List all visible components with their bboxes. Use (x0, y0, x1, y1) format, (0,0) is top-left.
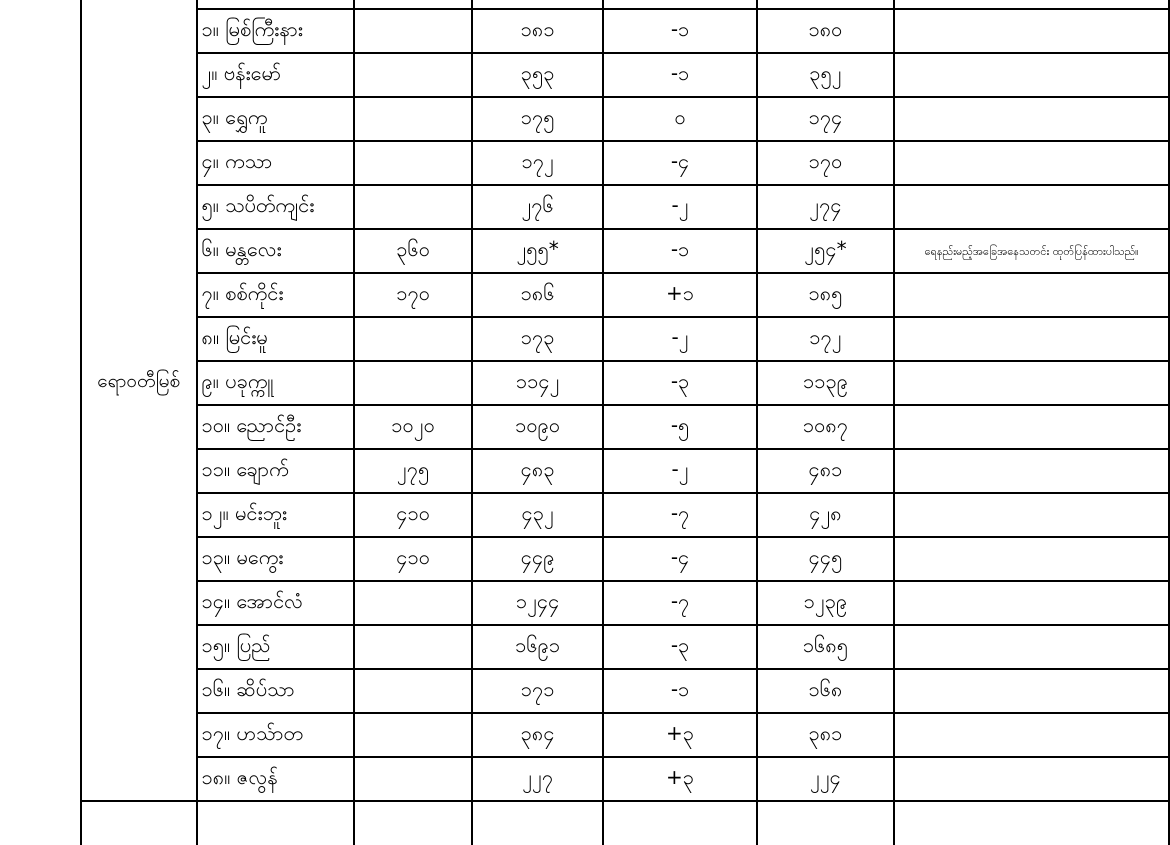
previous-level (472, 0, 604, 9)
station-name: ၉။ ပခုက္ကူ (197, 361, 355, 405)
current-level: ၁၂၃၉ (757, 581, 894, 625)
table-row (81, 669, 1169, 713)
current-level: ၂၅၄* (757, 229, 894, 273)
level-change: -၂ (603, 185, 756, 229)
previous-level: ၄၈၃ (472, 449, 604, 493)
previous-level: ၃၅၃ (472, 53, 604, 97)
level-change: ၀ (603, 97, 756, 141)
remark (894, 0, 1169, 9)
remark (894, 669, 1169, 713)
level-change: -၄ (603, 537, 756, 581)
table-row (81, 493, 1169, 537)
danger-level (354, 141, 472, 185)
previous-level: ၁၆၉၁ (472, 625, 604, 669)
current-level: ၂၂၄ (757, 757, 894, 801)
previous-level: ၄၃၂ (472, 493, 604, 537)
station-name: ၁၅။ ပြည် (197, 625, 355, 669)
danger-level (354, 669, 472, 713)
previous-level: ၁၇၃ (472, 317, 604, 361)
current-level: ၁၆၈၅ (757, 625, 894, 669)
current-level: ၃၈၁ (757, 713, 894, 757)
level-change: -၂ (603, 317, 756, 361)
current-level: ၁၆၈ (757, 669, 894, 713)
danger-level (354, 317, 472, 361)
table-row (81, 141, 1169, 185)
level-change: +၁ (603, 273, 756, 317)
station-name (197, 801, 355, 845)
table-row (81, 405, 1169, 449)
danger-level (354, 97, 472, 141)
remark (894, 273, 1169, 317)
previous-level (472, 801, 604, 845)
water-level-table (80, 0, 1170, 845)
danger-level (354, 757, 472, 801)
previous-level: ၁၀၉၀ (472, 405, 604, 449)
table-row (81, 317, 1169, 361)
remark (894, 581, 1169, 625)
level-change (603, 0, 756, 9)
remark (894, 625, 1169, 669)
level-change: -၅ (603, 405, 756, 449)
region-label: ရောဝတီမြစ် (81, 0, 197, 801)
remark (894, 801, 1169, 845)
station-name: ၅။ သပိတ်ကျင်း (197, 185, 355, 229)
table-row (81, 273, 1169, 317)
remark (894, 757, 1169, 801)
table-row (81, 537, 1169, 581)
table-row (81, 361, 1169, 405)
remark (894, 493, 1169, 537)
station-name: ၁၂။ မင်းဘူး (197, 493, 355, 537)
current-level: ၁၇၀ (757, 141, 894, 185)
current-level: ၂၇၄ (757, 185, 894, 229)
previous-level: ၃၈၄ (472, 713, 604, 757)
previous-level: ၁၈၆ (472, 273, 604, 317)
level-change: -၃ (603, 625, 756, 669)
station-name (197, 0, 355, 9)
table-row (81, 449, 1169, 493)
table-row (81, 9, 1169, 53)
station-name: ၃။ ရွှေကူ (197, 97, 355, 141)
table-row (81, 757, 1169, 801)
remark (894, 9, 1169, 53)
previous-level: ၂၇၆ (472, 185, 604, 229)
level-change: +၃ (603, 757, 756, 801)
remark (894, 317, 1169, 361)
level-change: -၁ (603, 9, 756, 53)
danger-level: ၁၇၀ (354, 273, 472, 317)
table-row (81, 185, 1169, 229)
danger-level: ၄၁၀ (354, 537, 472, 581)
station-name: ၁၄။ အောင်လံ (197, 581, 355, 625)
danger-level (354, 625, 472, 669)
current-level: ၄၄၅ (757, 537, 894, 581)
table-row (81, 53, 1169, 97)
level-change: -၁ (603, 229, 756, 273)
station-name: ၂။ ဗန်းမော် (197, 53, 355, 97)
previous-level: ၂၅၅* (472, 229, 604, 273)
current-level: ၁၈၀ (757, 9, 894, 53)
current-level: ၄၈၁ (757, 449, 894, 493)
station-name: ၁၈။ ဇလွန် (197, 757, 355, 801)
danger-level: ၂၇၅ (354, 449, 472, 493)
station-name: ၁၀။ ညောင်ဦး (197, 405, 355, 449)
current-level: ၃၅၂ (757, 53, 894, 97)
danger-level (354, 0, 472, 9)
level-change: -၁ (603, 53, 756, 97)
danger-level (354, 53, 472, 97)
remark (894, 53, 1169, 97)
previous-level: ၂၂၇ (472, 757, 604, 801)
station-name: ၈။ မြင်းမူ (197, 317, 355, 361)
danger-level (354, 713, 472, 757)
station-name: ၇။ စစ်ကိုင်း (197, 273, 355, 317)
region-cell (81, 801, 197, 845)
station-name: ၁၁။ ချောက် (197, 449, 355, 493)
current-level: ၁၇၄ (757, 97, 894, 141)
level-change: -၄ (603, 141, 756, 185)
danger-level: ၄၁၀ (354, 493, 472, 537)
danger-level: ၃၆၀ (354, 229, 472, 273)
current-level: ၁၈၅ (757, 273, 894, 317)
remark (894, 361, 1169, 405)
station-name: ၁၆။ ဆိပ်သာ (197, 669, 355, 713)
table-row (81, 581, 1169, 625)
current-level (757, 0, 894, 9)
remark (894, 185, 1169, 229)
danger-level (354, 361, 472, 405)
level-change: -၇ (603, 581, 756, 625)
level-change: -၂ (603, 449, 756, 493)
previous-level: ၁၂၄၄ (472, 581, 604, 625)
remark: ရေနည်းမည့်အခြေအနေသတင်း ထုတ်ပြန်ထားပါသည်။ (894, 229, 1169, 273)
level-change: +၃ (603, 713, 756, 757)
danger-level (354, 185, 472, 229)
remark (894, 141, 1169, 185)
danger-level: ၁၀၂၀ (354, 405, 472, 449)
level-change: -၃ (603, 361, 756, 405)
remark (894, 449, 1169, 493)
station-name: ၁၇။ ဟသ်ာတ (197, 713, 355, 757)
level-change: -၁ (603, 669, 756, 713)
previous-level: ၁၁၄၂ (472, 361, 604, 405)
table-row (81, 97, 1169, 141)
current-level: ၁၁၃၉ (757, 361, 894, 405)
previous-level: ၁၇၅ (472, 97, 604, 141)
station-name: ၄။ ကသာ (197, 141, 355, 185)
previous-level: ၁၈၁ (472, 9, 604, 53)
remark (894, 537, 1169, 581)
remark (894, 713, 1169, 757)
table-row (81, 801, 1169, 845)
level-change (603, 801, 756, 845)
level-change: -၇ (603, 493, 756, 537)
table-row (81, 713, 1169, 757)
danger-level (354, 9, 472, 53)
table-row (81, 625, 1169, 669)
current-level: ၁၀၈၇ (757, 405, 894, 449)
current-level (757, 801, 894, 845)
previous-level: ၁၇၂ (472, 141, 604, 185)
table-row (81, 0, 1169, 9)
station-name: ၆။ မန္တလေး (197, 229, 355, 273)
table-row (81, 229, 1169, 273)
station-name: ၁။ မြစ်ကြီးနား (197, 9, 355, 53)
danger-level (354, 581, 472, 625)
previous-level: ၁၇၁ (472, 669, 604, 713)
current-level: ၁၇၂ (757, 317, 894, 361)
station-name: ၁၃။ မကွေး (197, 537, 355, 581)
remark (894, 405, 1169, 449)
current-level: ၄၂၈ (757, 493, 894, 537)
remark (894, 97, 1169, 141)
previous-level: ၄၄၉ (472, 537, 604, 581)
danger-level (354, 801, 472, 845)
